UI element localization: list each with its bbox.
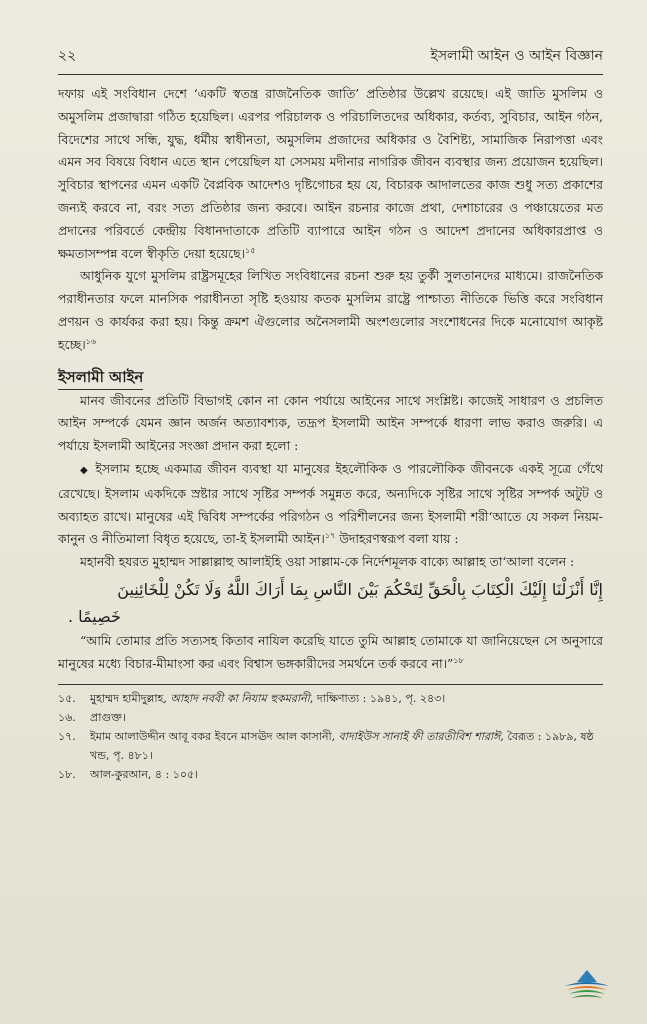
- paragraph-1: [58, 83, 603, 265]
- publisher-logo-icon: [563, 968, 611, 1002]
- diamond-bullet-icon: [80, 461, 95, 476]
- page-header: [58, 44, 603, 75]
- footnote-number: ১৫.: [58, 691, 76, 705]
- running-title: ইসলামী আইন ও আইন বিজ্ঞান: [430, 48, 603, 64]
- footnote-item: [58, 765, 603, 784]
- paragraph-5: মহানবী হযরত মুহাম্মদ সাল্লাল্লাহু আলাইহি ওয়া সাল্লাম-কে নির্দেশমূলক বাক্যে আল্লাহ তা‘আলা বলেন :: [80, 554, 575, 570]
- footnote-pre: প্রাগুক্ত।: [90, 710, 126, 724]
- footnote-italic: আহাদ নববী কা নিযাম হুকমরানী: [170, 691, 310, 705]
- paragraph-4-text: ইসলাম হচ্ছে একমাত্র জীবন ব্যবস্থা যা মানুষের ইহলৌকিক ও পারলৌকিক জীবনকে একই সূত্রে গেঁথে রেখেছে। ইসলাম একদিকে স্রষ্টার সাথে সৃষ্টির সম্পর্ক সমুন্নত করে, অন্যদিকে সৃষ্টির সাথে সৃষ্টির সম্পর্ক অটুট ও অব্যাহত রাখে। মানুষের এই দ্বিবিধ সম্পর্কের পরিগঠন ও পরিশীলনের জন্য ইসলামী শরী‘আতে যে সকল নিয়ম-কানুন ও নীতিমালা বিধৃত হয়েছে, তা-ই ইসলামী আইন।: [58, 460, 603, 547]
- footnote-ref-15[interactable]: ১৫: [245, 245, 256, 255]
- footnote-item: [58, 727, 603, 765]
- arabic-verse-line-2: خَصِيمًا .: [68, 606, 121, 626]
- footnote-ref-16[interactable]: ১৬: [85, 336, 97, 346]
- paragraph-4-tail: উদাহরণস্বরূপ বলা যায় :: [335, 531, 459, 547]
- paragraph-2-text: আধুনিক যুগে মুসলিম রাষ্ট্রসমূহের লিখিত সংবিধানের রচনা শুরু হয় তুর্কী সুলতানদের মাধ্যমে। রাজনৈতিক পরাধীনতার ফলে মানসিক পরাধীনতা সৃষ্টি হওয়ায় কতক মুসলিম রাষ্ট্রে পাশ্চাত্য নীতিকে ভিত্তি করে সংবিধান প্রণয়ন ও কার্যকর করা হয়। কিন্তু ক্রমশ ঐগুলোর অনৈসলামী অংশগুলোর সংশোধনের দিকে মনোযোগ আকৃষ্ট হচ্ছে।: [58, 268, 603, 352]
- footnote-pre: ইমাম আলাউদ্দীন আবূ বকর ইবনে মাসঊদ আল কাসানী,: [90, 729, 339, 743]
- footnote-pre: আল-কুরআন, ৪ : ১০৫।: [90, 767, 199, 781]
- footnote-text: [90, 765, 603, 784]
- footnote-item: [58, 689, 603, 708]
- paragraph-1-text: দফায় এই সংবিধান দেশে ‘একটি স্বতন্ত্র রাজনৈতিক জাতি’ প্রতিষ্ঠার উল্লেখ রয়েছে। এই জাতি মুসলিম ও অমুসলিম প্রজাদ্বারা গঠিত হয়েছিল। এরপর পরিচালক ও পরিচালিতদের অধিকার, কর্তব্য, সুবিচার, আইন গঠন, বিদেশের সাথে সন্ধি, যুদ্ধ, ধর্মীয় স্বাধীনতা, অমুসলিম প্রজাদের অধিকার ও বৈশিষ্ট্য, সামাজিক নিরাপত্তা এবং এমন সব বিষয়ে বিধান এতে স্থান পেয়েছিল যা সেসময় মদীনার নাগরিক জীবন ব্যবস্থার জন্য প্রয়োজন হয়েছিল। সুবিচার স্থাপনের এমন একটি বৈপ্লবিক আদেশও দৃষ্টিগোচর হয় যে, বিচারক আদালতের কাজ শুধু সত্য প্রকাশের জন্যই করবে না, বরং সত্য প্রতিষ্ঠার জন্য করবে। আইন রচনার কাজে প্রথা, দেশাচারের ও পঞ্চায়েতের মত প্রদানের পরিবর্তে কেন্দ্রীয় বিধানদাতাকে প্রতিটি ব্যাপারে আইন গঠন ও আদেশ প্রদানের অধিকারপ্রাপ্ত ও ক্ষমতাসম্পন্ন বলে স্বীকৃতি দেয়া হয়েছে।: [58, 86, 603, 261]
- footnote-ref-17[interactable]: ১৭: [324, 531, 336, 541]
- section-heading: ইসলামী আইন: [58, 365, 143, 390]
- footnote-number: ১৭.: [58, 729, 76, 743]
- footnote-text: [90, 708, 603, 727]
- footnote-italic: বাদাইউস সানাই ফী তারতীবিশ শারাঈ: [338, 729, 501, 743]
- translation-quote: [58, 630, 603, 676]
- arabic-verse-line-1: إِنَّا أَنْزَلْنَا إِلَيْكَ الْكِتَابَ بِالْحَقِّ لِتَحْكُمَ بَيْنَ النَّاسِ بِمَا أَرَاكَ اللَّهُ وَلَا تَكُنْ لِلْخَائِنِينَ: [117, 579, 603, 599]
- paragraph-2: [58, 265, 603, 356]
- footnote-item: [58, 708, 603, 727]
- page-number: ২২: [58, 48, 77, 64]
- footnote-ref-18[interactable]: ১৮: [453, 655, 464, 665]
- footnote-text: [90, 727, 603, 765]
- footnote-number: ১৮.: [58, 767, 76, 781]
- footnote-post: , দাক্ষিণাত্য : ১৯৪১, পৃ. ২৪৩।: [309, 691, 446, 705]
- footnotes: [58, 684, 603, 784]
- body-text: [58, 83, 603, 676]
- footnote-text: [90, 689, 603, 708]
- quote-text: “আমি তোমার প্রতি সত্যসহ কিতাব নাযিল করেছি যাতে তুমি আল্লাহ তোমাকে যা জানিয়েছেন সে অনুসারে মানুষের মধ্যে বিচার-মীমাংসা কর এবং বিশ্বাস ভঙ্গকারীদের সমর্থনে তর্ক করবে না।”: [58, 632, 603, 671]
- paragraph-4: [58, 458, 603, 551]
- footnote-pre: মুহাম্মদ হামীদুল্লাহ,: [90, 691, 171, 705]
- footnote-post: , বৈরূত : ১৯৮৯, ষষ্ঠ খন্ড, পৃ. ৪৮১।: [90, 729, 594, 762]
- footnote-number: ১৬.: [58, 710, 76, 724]
- paragraph-3: মানব জীবনের প্রতিটি বিভাগই কোন না কোন পর্যায়ে আইনের সাথে সংশ্লিষ্ট। কাজেই সাধারণ ও প্রচলিত আইন সম্পর্কে যেমন জ্ঞান অর্জন অত্যাবশ্যক, তদ্রূপ ইসলামী আইন সম্পর্কে ধারণা লাভ করাও জরুরি। এ পর্যায়ে ইসলামী আইনের সংজ্ঞা প্রদান করা হলো :: [58, 392, 603, 454]
